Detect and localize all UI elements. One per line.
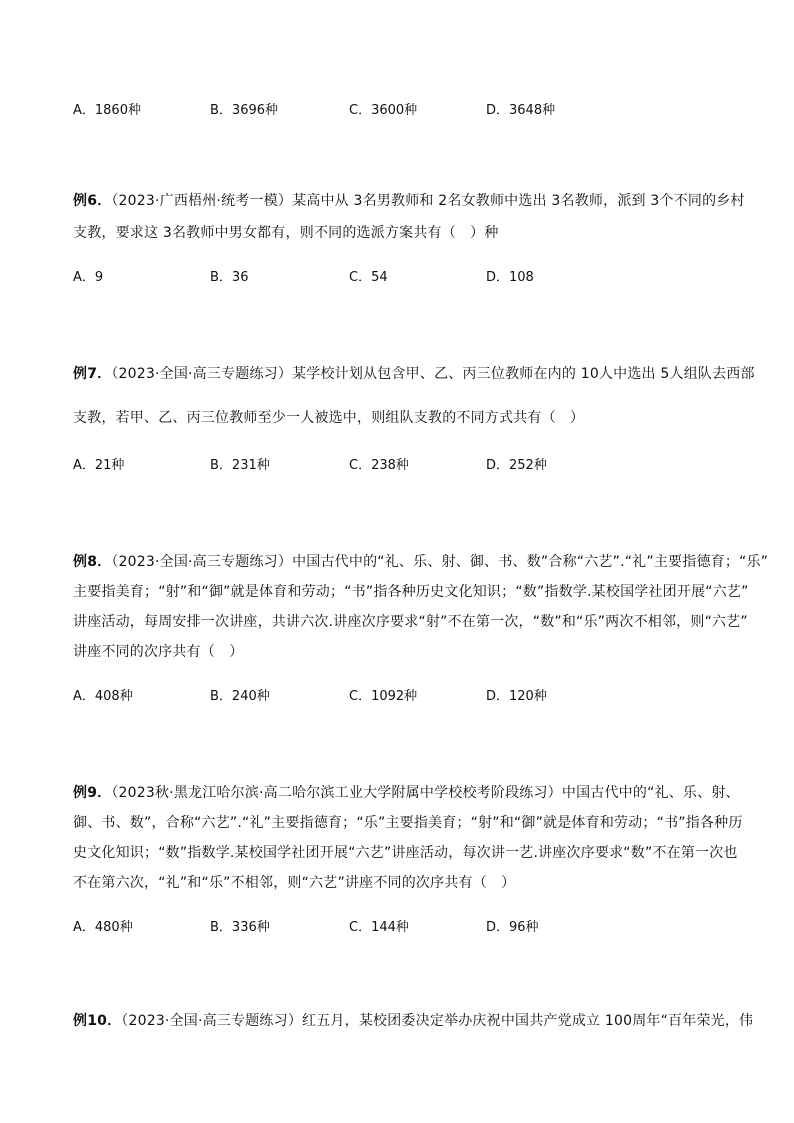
option-c: C．144种 [349,920,409,935]
option-a: A．9 [73,270,104,285]
question-8-line-1 [73,552,769,572]
question-number: 例9． [73,785,112,801]
question-text: （2023秋·黑龙江哈尔滨·高二哈尔滨工业大学附属中学校校考阶段练习）中国古代中的“礼、乐、射、 [111,785,740,801]
option-d: D．120种 [486,689,547,704]
option-d: D．96种 [486,920,539,935]
option-b: B．240种 [210,689,270,704]
question-text: （2023·全国·高三专题练习）某学校计划从包含甲、乙、丙三位教师在内的 10人中选出 5人组队去西部 [111,366,755,382]
question-number: 例7． [73,366,112,382]
question-9-line-3: 史文化知识；“数”指数学.某校国学社团开展“六艺”讲座活动，每次讲一艺.讲座次序要求“数”不在第一次也 [73,845,738,861]
question-7-line-2: 支教，若甲、乙、丙三位教师至少一人被选中，则组队支教的不同方式共有（ ） [73,410,585,426]
question-7-line-1 [73,364,755,384]
option-c: C．1092种 [349,689,418,704]
question-8-line-2: 主要指美育；“射”和“御”就是体育和劳动；“书”指各种历史文化知识；“数”指数学.某校国学社团开展“六艺” [73,584,749,600]
question-6-line-2: 支教，要求这 3名教师中男女都有，则不同的选派方案共有（ ）种 [73,225,499,241]
question-9-line-2: 御、书、数”，合称“六艺”.“礼”主要指德育；“乐”主要指美育；“射”和“御”就是体育和劳动；“书”指各种历 [73,815,743,831]
question-number: 例10． [73,1013,122,1029]
question-text: （2023·广西梧州·统考一模）某高中从 3名男教师和 2名女教师中选出 3名教师，派到 3个不同的乡村 [111,193,745,209]
option-b: B．3696种 [210,103,279,118]
option-d: D．252种 [486,458,547,473]
question-number: 例6． [73,193,112,209]
option-d: D．108 [486,270,534,285]
option-a: A．21种 [73,458,125,473]
question-text: （2023·全国·高三专题练习）中国古代中的“礼、乐、射、御、书、数”合称“六艺”.“礼”主要指德育；“乐” [111,554,769,570]
option-c: C．54 [349,270,388,285]
question-10-line-1 [73,1011,754,1031]
option-a: A．480种 [73,920,133,935]
option-d: D．3648种 [486,103,556,118]
question-8-line-4: 讲座不同的次序共有（ ） [73,644,244,660]
question-9-line-4: 不在第六次，“礼”和“乐”不相邻，则“六艺”讲座不同的次序共有（ ） [73,875,516,891]
question-8-line-3: 讲座活动，每周安排一次讲座，共讲六次.讲座次序要求“射”不在第一次，“数”和“乐”两次不相邻，则“六艺” [73,614,748,630]
question-number: 例8． [73,554,112,570]
option-a: A．1860种 [73,103,141,118]
question-6-line-1 [73,191,743,211]
option-b: B．36 [210,270,249,285]
option-c: C．3600种 [349,103,418,118]
option-a: A．408种 [73,689,133,704]
question-9-line-1 [73,783,743,803]
option-c: C．238种 [349,458,409,473]
option-b: B．231种 [210,458,270,473]
question-text: （2023·全国·高三专题练习）红五月，某校团委决定举办庆祝中国共产党成立 100周年“百年荣光，伟 [121,1013,754,1029]
option-b: B．336种 [210,920,270,935]
